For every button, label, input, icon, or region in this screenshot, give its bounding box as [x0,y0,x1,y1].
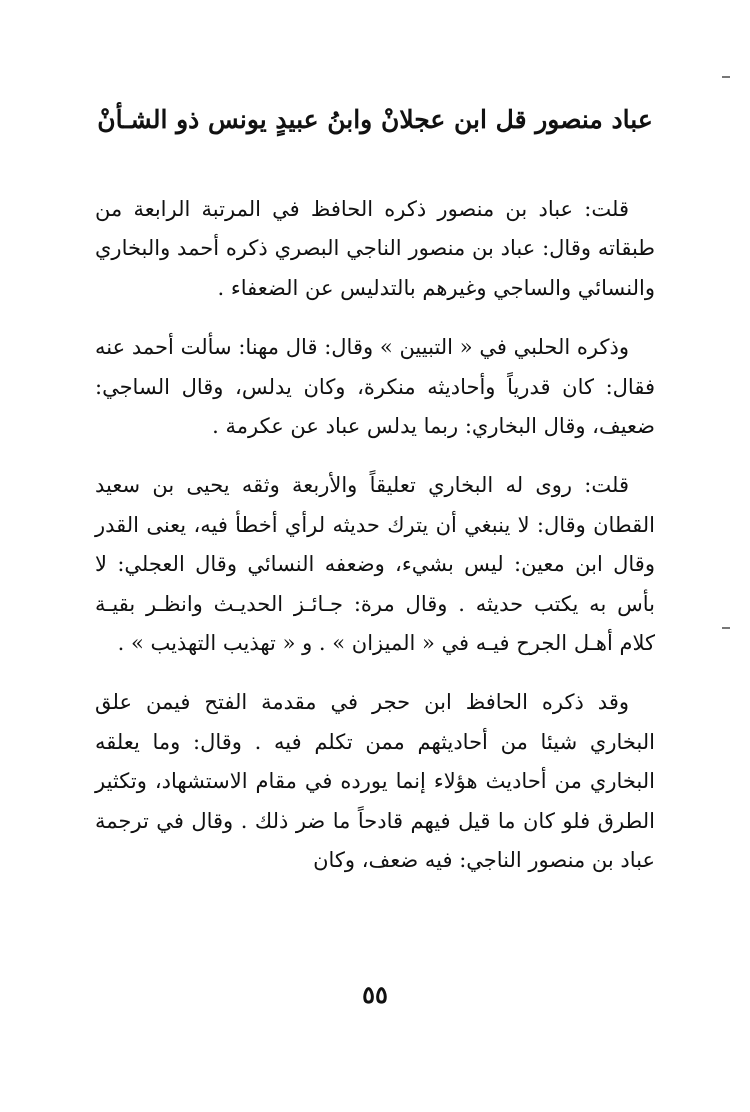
paragraph-3: قلت: روى له البخاري تعليقاً والأربعة وثقه يحيى بن سعيد القطان وقال: لا ينبغي أن يترك حديثه لرأي أخطأ فيه، يعنى القدر وقال ابن معين: ليس بشيء، وضعفه النسائي وقال العجلي: لا بأس به يكتب حديثه . وقال مرة: جـائـز الحديـث وانظـر بقيـة كلام أهـل الجرح فيـه في « الميزان » . و « تهذيب التهذيب » . [95,473,655,656]
paragraph-2: وذكره الحلبي في « التبيين » وقال: قال مهنا: سألت أحمد عنه فقال: كان قدرياً وأحاديثه منكرة، وكان يدلس، وقال الساجي: ضعيف، وقال البخاري: ربما يدلس عباد عن عكرمة . [95,335,655,439]
scan-edge-mark [722,76,730,78]
scan-edge-mark [722,627,730,629]
paragraph-4: وقد ذكره الحافظ ابن حجر في مقدمة الفتح فيمن علق البخاري شيئا من أحاديثهم ممن تكلم فيه . وقال: وما يعلقه البخاري من أحاديث هؤلاء إنما يورده في مقام الاستشهاد، وتكثير الطرق فلو كان ما قيل فيهم قادحاً ما ضر ذلك . وقال في ترجمة عباد بن منصور الناجي: فيه ضعف، وكان [95,690,656,873]
paragraph-1: قلت: عباد بن منصور ذكره الحافظ في المرتبة الرابعة من طبقاته وقال: عباد بن منصور الناجي البصري ذكره أحمد والبخاري والنسائي والساجي وغيرهم بالتدليس عن الضعفاء . [95,197,655,300]
page-heading: عباد منصور قل ابن عجلانْ وابنُ عبيدٍ يونس ذو الشـأنْ [97,105,653,134]
body-text [95,190,655,881]
page-number: ٥٥ [362,980,388,1009]
